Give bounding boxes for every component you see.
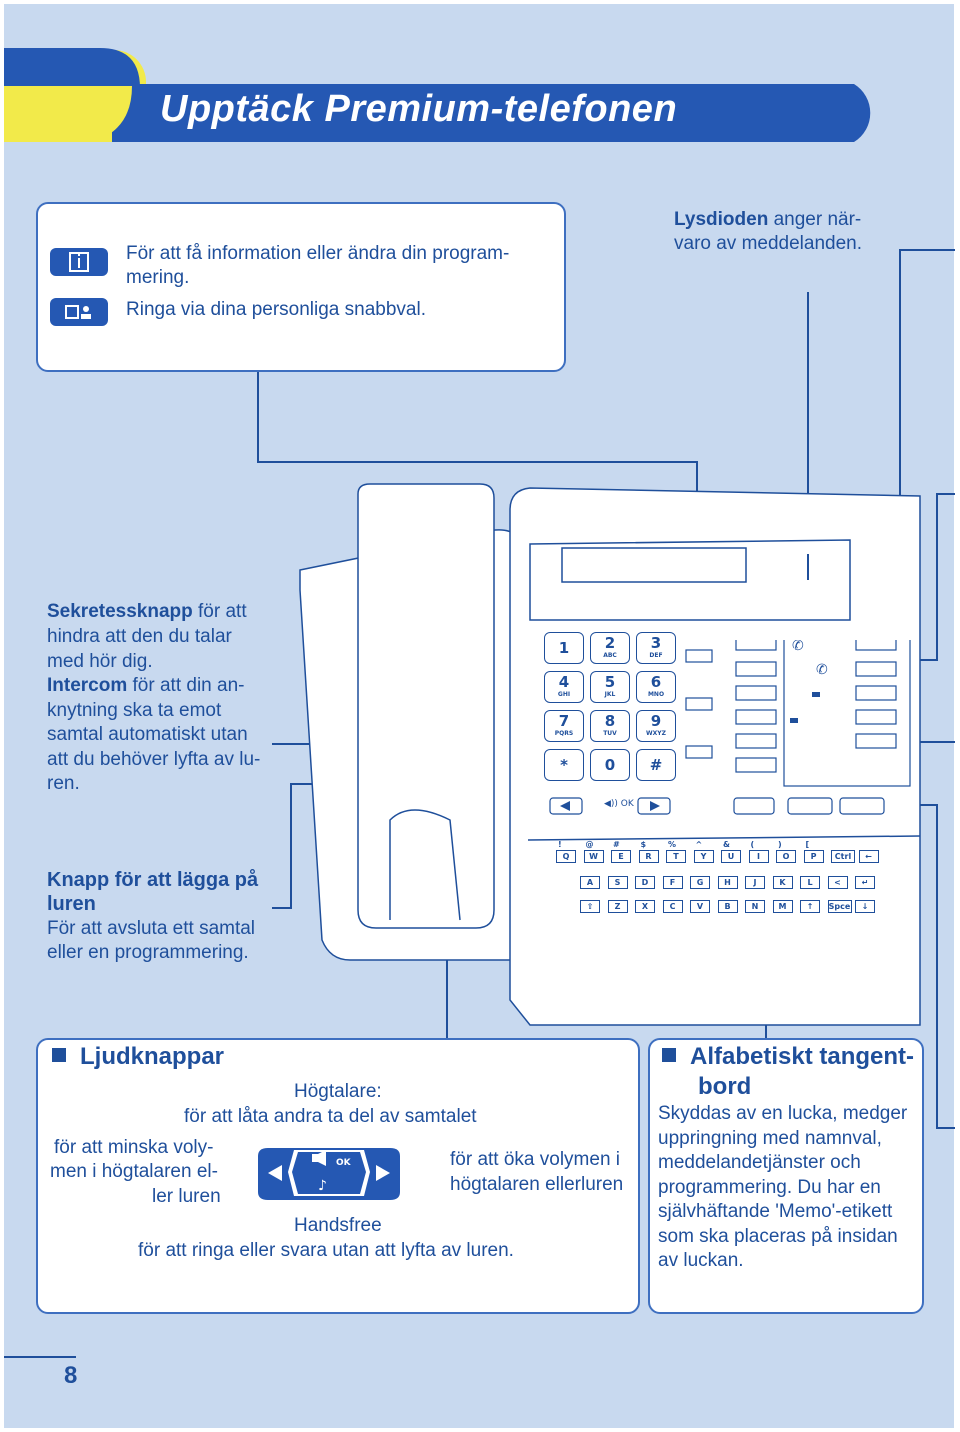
keyboard-key[interactable]: R: [639, 850, 659, 863]
keyboard-key[interactable]: Z: [608, 900, 628, 913]
keypad-key-star[interactable]: [544, 749, 584, 781]
keyboard-key[interactable]: E: [611, 850, 631, 863]
keyboard-key[interactable]: O: [776, 850, 796, 863]
svg-text:◀)) OK: ◀)) OK: [604, 799, 634, 809]
info-key-icon[interactable]: [50, 248, 108, 276]
keyboard-key[interactable]: X: [635, 900, 655, 913]
keyboard-key[interactable]: D: [635, 876, 655, 889]
keypad-digit: *: [560, 756, 568, 774]
keypad-digit: #: [649, 756, 663, 774]
alpha-line-7: av luckan.: [658, 1250, 744, 1271]
keyboard-symbol-label: @: [585, 840, 594, 849]
secrecy-note-line-8: ren.: [47, 773, 80, 794]
secrecy-note-line-4: [47, 674, 244, 699]
keyboard-symbol-label: %: [668, 840, 677, 849]
keyboard-symbol-label: ): [778, 840, 782, 849]
keypad-digit: 8: [604, 712, 616, 730]
keyboard-key[interactable]: ↵: [855, 876, 875, 889]
keypad-digit: 4: [558, 673, 570, 691]
keypad-key-9[interactable]: [636, 710, 676, 742]
handsfree-button[interactable]: [318, 1178, 327, 1194]
keyboard-key[interactable]: W: [584, 850, 604, 863]
keyboard-symbol-label: ^: [695, 840, 703, 849]
alpha-line-3: meddelandetjänster och: [658, 1152, 861, 1173]
keyboard-key[interactable]: ←: [859, 850, 879, 863]
page-number: 8: [64, 1362, 78, 1389]
keyboard-symbol-label: !: [558, 840, 562, 849]
alpha-line-6: som ska placeras på insidan: [658, 1226, 898, 1247]
speaker-ok-label: OK: [336, 1158, 351, 1168]
alpha-line-4: programmering. Du har en: [658, 1177, 881, 1198]
intercom-bold: Intercom: [47, 675, 128, 696]
volume-down-line-3: ler luren: [152, 1186, 221, 1207]
handsfree-label-2: för att ringa eller svara utan att lyfta av luren.: [138, 1240, 514, 1261]
keyboard-symbol-label: (: [750, 840, 755, 849]
keypad-letters: WXYZ: [646, 730, 666, 737]
keypad-key-6[interactable]: [636, 671, 676, 703]
keyboard-key[interactable]: S: [608, 876, 628, 889]
numeric-keypad: [544, 632, 684, 782]
keypad-letters: MNO: [647, 691, 665, 698]
alpha-line-2: uppringning med namnval,: [658, 1128, 882, 1149]
keyboard-key[interactable]: M: [773, 900, 793, 913]
keyboard-key[interactable]: F: [663, 876, 683, 889]
keypad-key-7[interactable]: [544, 710, 584, 742]
keypad-letters: PQRS: [554, 730, 574, 737]
keyboard-key[interactable]: V: [690, 900, 710, 913]
keypad-digit: 5: [604, 673, 616, 691]
svg-text:♪: ♪: [318, 1178, 327, 1194]
keyboard-key[interactable]: C: [663, 900, 683, 913]
alpha-heading-1: [662, 1043, 914, 1071]
hangup-note-heading-1: Knapp för att lägga på: [47, 869, 259, 891]
info-line-1: För att få information eller ändra din program-: [126, 243, 510, 264]
info-line-2: mering.: [126, 267, 190, 288]
svg-text:✆: ✆: [792, 640, 804, 654]
keypad-key-5[interactable]: [590, 671, 630, 703]
led-note: [674, 208, 861, 233]
keypad-key-hash[interactable]: [636, 749, 676, 781]
keyboard-key[interactable]: N: [745, 900, 765, 913]
keyboard-key[interactable]: A: [580, 876, 600, 889]
alpha-heading-2: bord: [698, 1073, 752, 1100]
speaker-label-1: Högtalare:: [294, 1081, 382, 1102]
keyboard-symbol-label: $: [640, 840, 647, 849]
secrecy-note-line-6: samtal automatiskt utan: [47, 724, 248, 745]
keyboard-key[interactable]: J: [745, 876, 765, 889]
footer-rule: [4, 1356, 76, 1358]
secrecy-note-line-5: knytning ska ta emot: [47, 700, 222, 721]
keypad-key-4[interactable]: [544, 671, 584, 703]
led-note-line-2: varo av meddelanden.: [674, 233, 863, 254]
volume-up-line-2: högtalaren ellerluren: [450, 1174, 624, 1195]
hangup-note-line-4: eller en programmering.: [47, 942, 249, 963]
sound-keys-heading: [52, 1043, 224, 1071]
volume-down-line-1: för att minska voly-: [54, 1137, 214, 1158]
title-tab-corner: [4, 48, 144, 148]
handsfree-label-1: Handsfree: [294, 1215, 382, 1236]
secrecy-note-line-7: att du behöver lyfta av lu-: [47, 749, 261, 770]
keyboard-key[interactable]: Q: [556, 850, 576, 863]
keyboard-key[interactable]: Spce: [828, 902, 851, 911]
alpha-line-5: självhäftande 'Memo'-etikett: [658, 1201, 893, 1222]
page-title: Upptäck Premium-telefonen: [160, 88, 678, 130]
keypad-letters: DEF: [649, 652, 663, 659]
keyboard-key[interactable]: G: [690, 876, 710, 889]
keypad-key-1[interactable]: [544, 632, 584, 664]
secrecy-note-line-1: [47, 600, 247, 625]
keypad-digit: 1: [558, 639, 570, 657]
info-box: [36, 202, 566, 372]
speaker-label-2: för att låta andra ta del av samtalet: [184, 1106, 477, 1127]
keyboard-key[interactable]: ↑: [800, 900, 820, 913]
svg-text:✆: ✆: [816, 662, 828, 678]
keypad-letters: ABC: [603, 652, 617, 659]
keypad-digit: 2: [604, 634, 616, 652]
secrecy-rest: för att: [192, 601, 247, 622]
keypad-digit: 6: [650, 673, 662, 691]
keyboard-key[interactable]: I: [749, 850, 769, 863]
keypad-key-8[interactable]: [590, 710, 630, 742]
audio-keys-graphic: [254, 1142, 404, 1204]
volume-down-line-2: men i högtalaren el-: [50, 1161, 218, 1182]
intercom-rest: för att din an-: [127, 675, 245, 696]
keyboard-key[interactable]: L: [800, 876, 820, 889]
phone-bottom-buttons: [548, 792, 898, 826]
keypad-digit: 9: [650, 712, 662, 730]
keyboard-key[interactable]: P: [804, 850, 824, 863]
hangup-note-line-3: För att avsluta ett samtal: [47, 918, 256, 939]
alpha-heading-bullet: [662, 1048, 676, 1062]
keypad-key-0[interactable]: [590, 749, 630, 781]
volume-up-line-1: för att öka volymen i: [450, 1149, 621, 1170]
keyboard-key[interactable]: K: [773, 876, 793, 889]
keypad-letters: JKL: [604, 691, 616, 698]
secrecy-bold: Sekretessknapp: [47, 601, 193, 622]
alphabetic-keyboard: [556, 840, 896, 918]
alpha-heading-text: Alfabetiskt tangent-: [690, 1043, 915, 1070]
heading-bullet: [52, 1048, 66, 1062]
keypad-key-2[interactable]: [590, 632, 630, 664]
secrecy-note-line-2: hindra att den du talar: [47, 626, 232, 647]
keyboard-key[interactable]: U: [721, 850, 741, 863]
keypad-letters: GHI: [557, 691, 571, 698]
info-line-3: Ringa via dina personliga snabbval.: [126, 299, 426, 320]
led-note-bold: Lysdioden: [674, 209, 769, 230]
hangup-note-heading-2: luren: [47, 893, 96, 915]
alpha-line-1: Skyddas av en lucka, medger: [658, 1103, 908, 1124]
keyboard-key[interactable]: Ctrl: [831, 850, 855, 863]
keypad-letters: TUV: [603, 730, 617, 737]
keyboard-key[interactable]: Y: [694, 850, 714, 863]
directory-key-icon[interactable]: [50, 298, 108, 326]
keyboard-key[interactable]: H: [718, 876, 738, 889]
sound-keys-heading-text: Ljudknappar: [80, 1043, 225, 1070]
keypad-key-3[interactable]: [636, 632, 676, 664]
keyboard-key[interactable]: T: [666, 850, 686, 863]
keyboard-key[interactable]: <: [828, 876, 848, 889]
secrecy-note-line-3: med hör dig.: [47, 651, 153, 672]
keyboard-key[interactable]: ↓: [855, 900, 875, 913]
keypad-digit: 3: [650, 634, 662, 652]
keypad-digit: 0: [604, 756, 616, 774]
keypad-digit: 7: [558, 712, 570, 730]
keyboard-symbol-label: [: [805, 840, 810, 849]
keyboard-symbol-label: &: [723, 840, 730, 849]
led-note-rest: anger när-: [768, 209, 862, 230]
keyboard-symbol-label: #: [613, 840, 620, 849]
keyboard-key[interactable]: B: [718, 900, 738, 913]
keyboard-key[interactable]: ⇧: [580, 900, 600, 913]
